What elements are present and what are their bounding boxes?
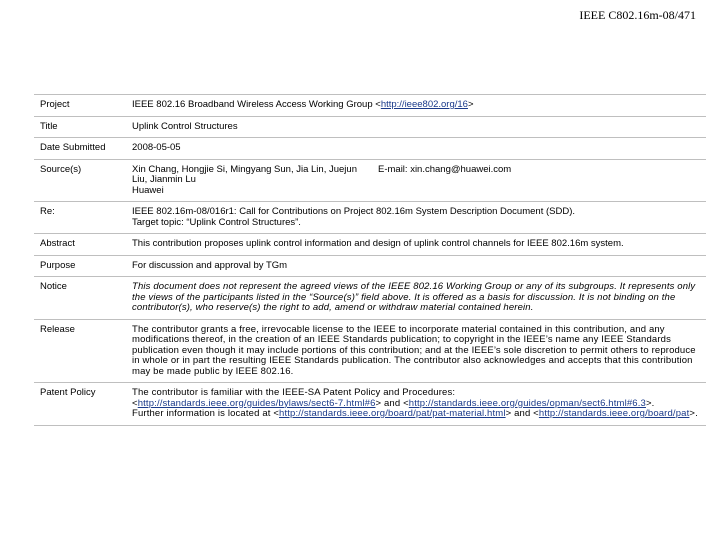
patent-text: Further information is located at < xyxy=(132,408,280,419)
project-value xyxy=(126,95,706,117)
document-id: IEEE C802.16m-08/471 xyxy=(579,8,696,22)
row-date xyxy=(34,138,706,160)
row-sources xyxy=(34,159,706,202)
row-title xyxy=(34,116,706,138)
patent-line-1: The contributor is familiar with the IEEE-SA Patent Policy and Procedures: xyxy=(132,387,456,398)
sources-value xyxy=(126,159,706,202)
sources-names xyxy=(132,165,378,197)
patent-link-bylaws[interactable]: http://standards.ieee.org/guides/bylaws/sect6-7.html#6 xyxy=(137,397,376,409)
patent-label: Patent Policy xyxy=(34,383,126,426)
project-text-end: > xyxy=(467,99,474,110)
sources-line-1: Xin Chang, Hongjie Si, Mingyang Sun, Jia Lin, Juejun xyxy=(132,163,357,175)
row-abstract xyxy=(34,234,706,256)
title-label: Title xyxy=(34,116,126,138)
abstract-label: Abstract xyxy=(34,234,126,256)
patent-line-3 xyxy=(132,409,702,420)
row-release xyxy=(34,319,706,383)
re-label: Re: xyxy=(34,202,126,234)
row-purpose xyxy=(34,255,706,277)
title-value: Uplink Control Structures xyxy=(126,116,706,138)
patent-text: > and < xyxy=(375,397,409,409)
patent-text: >. xyxy=(645,397,655,409)
row-re xyxy=(34,202,706,234)
patent-text: > and < xyxy=(505,408,539,419)
date-value: 2008-05-05 xyxy=(126,138,706,160)
release-label: Release xyxy=(34,319,126,383)
patent-value xyxy=(126,383,706,426)
row-project xyxy=(34,95,706,117)
patent-text: < xyxy=(132,397,138,409)
re-line-1: IEEE 802.16m-08/016r1: Call for Contributions on Project 802.16m System Description Document (SDD). xyxy=(132,206,576,217)
sources-line-2: Liu, Jianmin Lu xyxy=(132,174,196,185)
purpose-label: Purpose xyxy=(34,255,126,277)
date-label: Date Submitted xyxy=(34,138,126,160)
row-notice xyxy=(34,277,706,320)
project-label: Project xyxy=(34,95,126,117)
project-text: IEEE 802.16 Broadband Wireless Access Working Group < xyxy=(132,99,381,110)
patent-link-board[interactable]: http://standards.ieee.org/board/pat xyxy=(538,408,690,419)
sources-label: Source(s) xyxy=(34,159,126,202)
row-patent xyxy=(34,383,706,426)
cover-sheet-table xyxy=(34,94,706,426)
abstract-value: This contribution proposes uplink control information and design of uplink control channels for IEEE 802.16m system. xyxy=(126,234,706,256)
sources-line-3: Huawei xyxy=(132,184,164,196)
notice-value: This document does not represent the agreed views of the IEEE 802.16 Working Group or any of its subgroups. It represents only the views of the participants listed in the “Source(s)” field above. It is offered as a basis for discussion. It is not binding on the contributor(s), who reserve(s) the right to add, amend or withdraw material contained herein. xyxy=(126,277,706,320)
notice-label: Notice xyxy=(34,277,126,320)
re-line-2: Target topic: “Uplink Control Structures”. xyxy=(132,216,301,228)
re-value xyxy=(126,202,706,234)
project-link[interactable]: http://ieee802.org/16 xyxy=(380,99,468,110)
release-value: The contributor grants a free, irrevocable license to the IEEE to incorporate material contained in this contribution, and any modifications thereof, in the creation of an IEEE Standards publication; to copyright in the IEEE’s name any IEEE Standards publication even though it may include portions of this contribution; and at the IEEE’s sole discretion to permit others to reproduce in whole or in part the resulting IEEE Standards publication. The contributor also acknowledges and accepts that this contribution may be made public by IEEE 802.16. xyxy=(126,319,706,383)
patent-link-opman[interactable]: http://standards.ieee.org/guides/opman/sect6.html#6.3 xyxy=(408,397,646,409)
sources-email: E-mail: xin.chang@huawei.com xyxy=(378,163,512,175)
patent-text: >. xyxy=(689,408,698,419)
patent-link-material[interactable]: http://standards.ieee.org/board/pat/pat-material.html xyxy=(279,408,506,419)
purpose-value: For discussion and approval by TGm xyxy=(126,255,706,277)
